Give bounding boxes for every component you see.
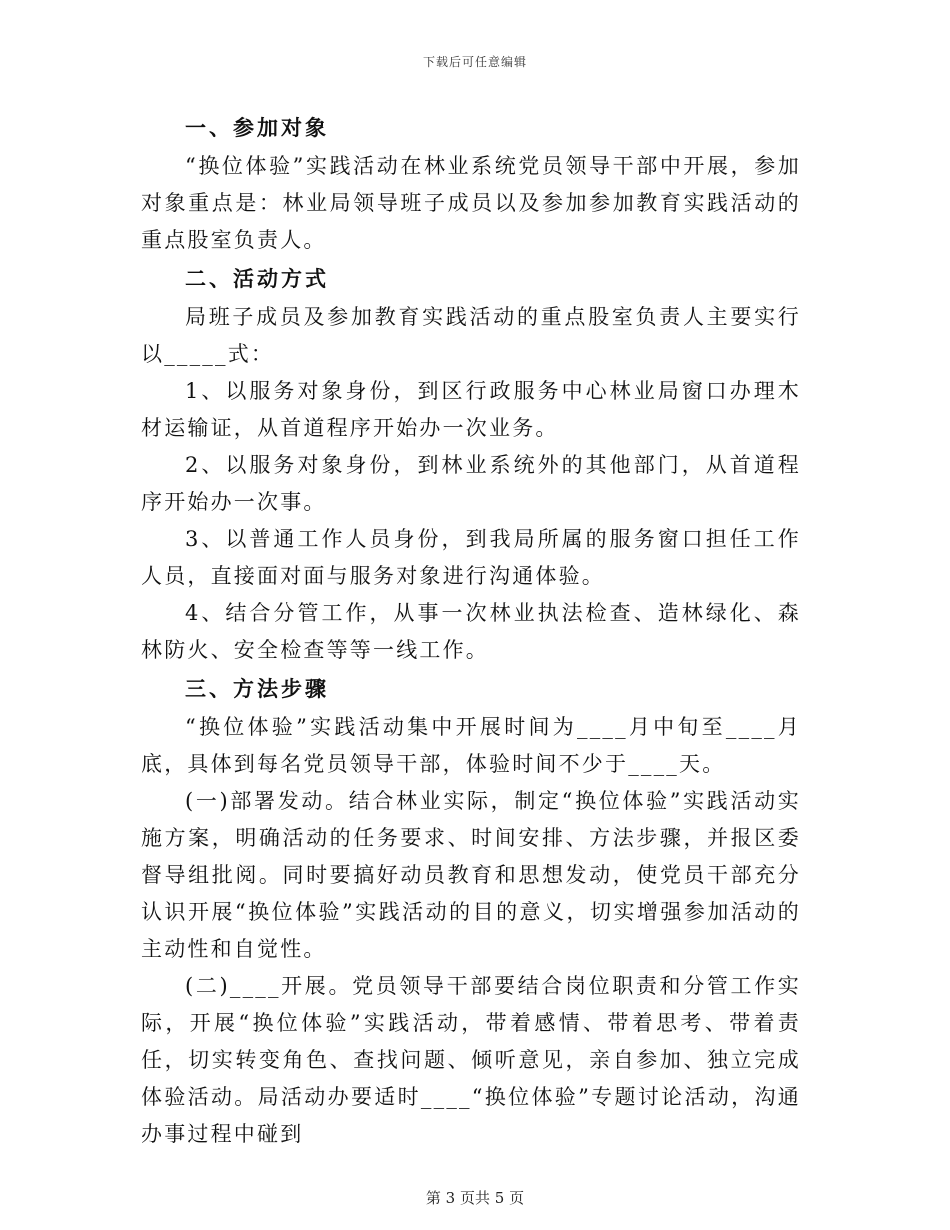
section-heading-activity-method: 二、活动方式 [185,267,329,291]
section-heading-steps: 三、方法步骤 [185,677,329,701]
paragraph-activity-method: 局班子成员及参加教育实践活动的重点股室负责人主要实行以_____式： [141,305,801,366]
list-item-3: 3、以普通工作人员身份，到我局所属的服务窗口担任工作人员，直接面对面与服务对象进行沟通体验。 [141,527,801,588]
paragraph-mobilization: (一)部署发动。结合林业实际，制定“换位体验”实践活动实施方案，明确活动的任务要求、时间安排、方法步骤，并报区委督导组批阅。同时要搞好动员教育和思想发动，使党员干部充分认识开展“换位体验”实践活动的目的意义，切实增强参加活动的主动性和自觉性。 [141,789,801,961]
paragraph-implementation: (二)____开展。党员领导干部要结合岗位职责和分管工作实际，开展“换位体验”实践活动，带着感情、带着思考、带着责任，切实转变角色、查找问题、倾听意见，亲自参加、独立完成体验活动。局活动办要适时____“换位体验”专题讨论活动，沟通办事过程中碰到 [141,974,801,1146]
paragraph-schedule: “换位体验”实践活动集中开展时间为____月中旬至____月底，具体到每名党员领导干部，体验时间不少于____天。 [141,715,801,776]
list-item-1: 1、以服务对象身份，到区行政服务中心林业局窗口办理木材运输证，从首道程序开始办一次业务。 [141,379,801,440]
section-heading-participants: 一、参加对象 [185,116,329,140]
list-item-2: 2、以服务对象身份，到林业系统外的其他部门，从首道程序开始办一次事。 [141,453,801,514]
paragraph-participants: “换位体验”实践活动在林业系统党员领导干部中开展，参加对象重点是：林业局领导班子成员以及参加参加教育实践活动的重点股室负责人。 [141,154,801,252]
document-body [141,108,801,1153]
page-footer: 第 3 页共 5 页 [425,1189,525,1207]
list-item-4: 4、结合分管工作，从事一次林业执法检查、造林绿化、森林防火、安全检查等等一线工作。 [141,601,801,662]
page-header: 下载后可任意编辑 [422,55,527,69]
